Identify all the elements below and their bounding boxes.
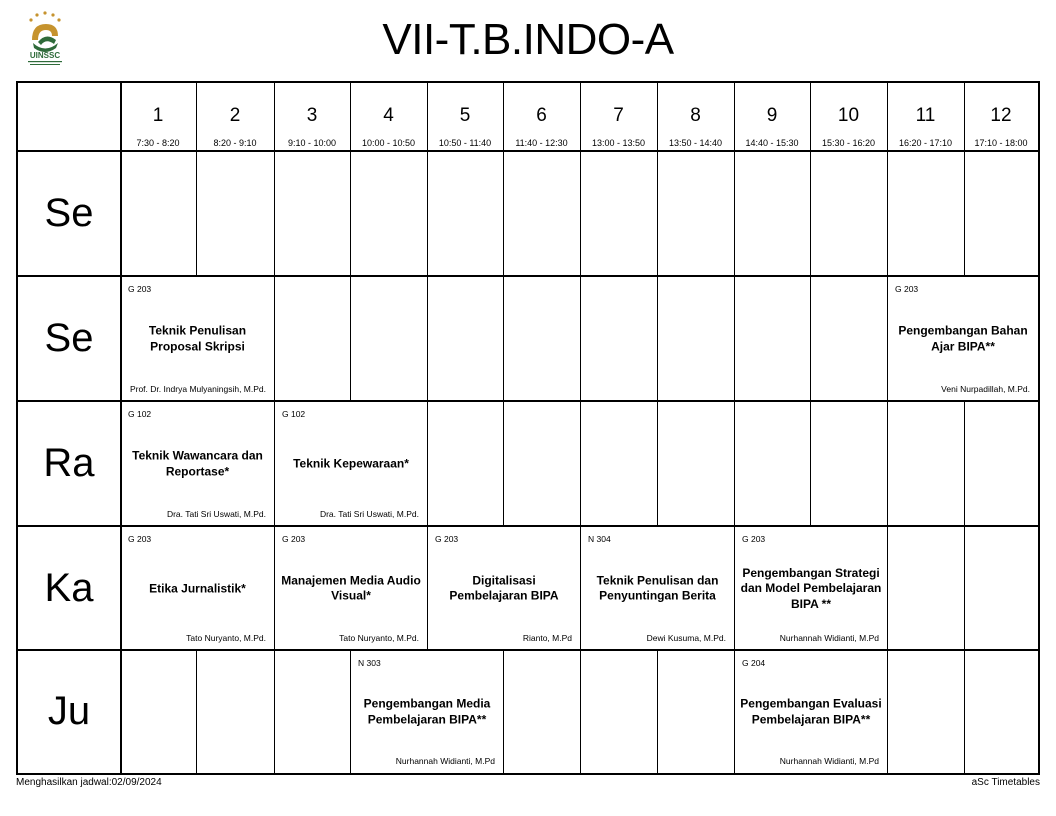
period-number: 3 (306, 105, 318, 126)
period-time: 9:10 - 10:00 (287, 138, 337, 148)
lesson-card[interactable] (121, 402, 274, 526)
period-number: 4 (383, 105, 394, 126)
day-label: Se (44, 191, 94, 235)
lesson-teacher: Veni Nurpadillah, M.Pd. (941, 384, 1030, 394)
generated-date: Menghasilkan jadwal:02/09/2024 (16, 777, 162, 788)
lesson-room: N 303 (358, 658, 381, 668)
lesson-card[interactable] (888, 277, 1038, 401)
period-time: 10:00 - 10:50 (361, 138, 416, 148)
lesson-card[interactable] (735, 527, 887, 650)
lesson-room: G 102 (128, 409, 152, 419)
period-number: 5 (459, 105, 471, 126)
period-header (810, 83, 887, 151)
lesson-subject: Pengembangan Evaluasi Pembelajaran BIPA** (740, 696, 882, 726)
period-header (196, 83, 274, 151)
lesson-subject: Digitalisasi Pembelajaran BIPA (449, 573, 559, 603)
period-header (350, 83, 427, 151)
day-label: Ra (43, 441, 95, 485)
lesson-subject: Teknik Penulisan Proposal Skripsi (148, 323, 247, 353)
period-time: 10:50 - 11:40 (438, 138, 492, 148)
lesson-room: G 203 (128, 534, 152, 544)
period-number: 9 (766, 105, 778, 126)
lesson-card[interactable] (121, 277, 274, 401)
lesson-room: G 203 (742, 534, 766, 544)
period-header (657, 83, 734, 151)
period-number: 6 (536, 105, 547, 126)
lesson-subject: Etika Jurnalistik* (149, 580, 246, 595)
lesson-card[interactable] (735, 651, 887, 773)
period-time: 13:00 - 13:50 (591, 138, 646, 148)
period-header (120, 83, 196, 151)
lesson-card[interactable] (275, 402, 427, 526)
lesson-teacher: Nurhannah Widianti, M.Pd (395, 756, 495, 766)
lesson-subject: Pengembangan Bahan Ajar BIPA** (898, 323, 1028, 353)
lesson-teacher: Tato Nuryanto, M.Pd. (339, 633, 419, 643)
lesson-room: G 203 (435, 534, 459, 544)
lesson-subject: Teknik Kepewaraan* (293, 456, 409, 471)
period-number: 12 (990, 105, 1012, 126)
day-label: Ju (47, 689, 91, 733)
lesson-subject: Teknik Wawancara dan Reportase* (132, 448, 263, 478)
lesson-teacher: Tato Nuryanto, M.Pd. (186, 633, 266, 643)
lesson-room: G 203 (128, 284, 152, 294)
day-label: Se (44, 316, 94, 360)
lesson-room: G 203 (895, 284, 919, 294)
period-header (503, 83, 580, 151)
period-time: 15:30 - 16:20 (821, 138, 876, 148)
lesson-teacher: Rianto, M.Pd (522, 633, 572, 643)
page-title: VII-T.B.INDO-A (382, 15, 674, 64)
lesson-card[interactable] (351, 651, 503, 773)
lesson-room: N 304 (588, 534, 611, 544)
period-number: 8 (690, 105, 701, 126)
lesson-card[interactable] (581, 527, 734, 650)
lesson-room: G 204 (742, 658, 766, 668)
lesson-teacher: Nurhannah Widianti, M.Pd (779, 633, 879, 643)
period-header (427, 83, 503, 151)
period-time: 17:10 - 18:00 (974, 138, 1028, 148)
day-label: Ka (44, 566, 94, 610)
period-header (274, 83, 350, 151)
period-time: 16:20 - 17:10 (898, 138, 953, 148)
lesson-teacher: Dra. Tati Sri Uswati, M.Pd. (319, 509, 419, 519)
lesson-subject: Pengembangan Strategi dan Model Pembelajaran BIPA ** (740, 565, 882, 611)
logo-text: UINSSC (29, 51, 61, 60)
lesson-subject: Manajemen Media Audio Visual* (281, 573, 421, 603)
lesson-room: G 102 (282, 409, 306, 419)
period-time: 11:40 - 12:30 (515, 138, 568, 148)
period-header (580, 83, 657, 151)
period-time: 7:30 - 8:20 (136, 138, 180, 148)
period-number: 10 (837, 105, 860, 126)
period-header (887, 83, 964, 151)
period-time: 14:40 - 15:30 (745, 138, 799, 148)
period-time: 13:50 - 14:40 (668, 138, 723, 148)
period-number: 2 (229, 105, 241, 126)
lesson-card[interactable] (121, 527, 274, 650)
period-time: 8:20 - 9:10 (213, 138, 257, 148)
lesson-subject: Teknik Penulisan dan Penyuntingan Berita (596, 573, 719, 603)
lesson-teacher: Nurhannah Widianti, M.Pd (779, 756, 879, 766)
lesson-teacher: Prof. Dr. Indrya Mulyaningsih, M.Pd. (129, 384, 266, 394)
period-header (964, 83, 1038, 151)
lesson-teacher: Dewi Kusuma, M.Pd. (646, 633, 726, 643)
period-header (734, 83, 810, 151)
lesson-room: G 203 (282, 534, 306, 544)
lesson-teacher: Dra. Tati Sri Uswati, M.Pd. (166, 509, 266, 519)
brand-label: aSc Timetables (971, 777, 1040, 788)
lesson-card[interactable] (275, 527, 427, 650)
timetable-grid (16, 81, 1040, 775)
period-number: 1 (152, 105, 164, 126)
lesson-subject: Pengembangan Media Pembelajaran BIPA** (363, 696, 491, 726)
period-number: 11 (915, 105, 936, 126)
lesson-card[interactable] (428, 527, 580, 650)
period-number: 7 (613, 105, 624, 126)
